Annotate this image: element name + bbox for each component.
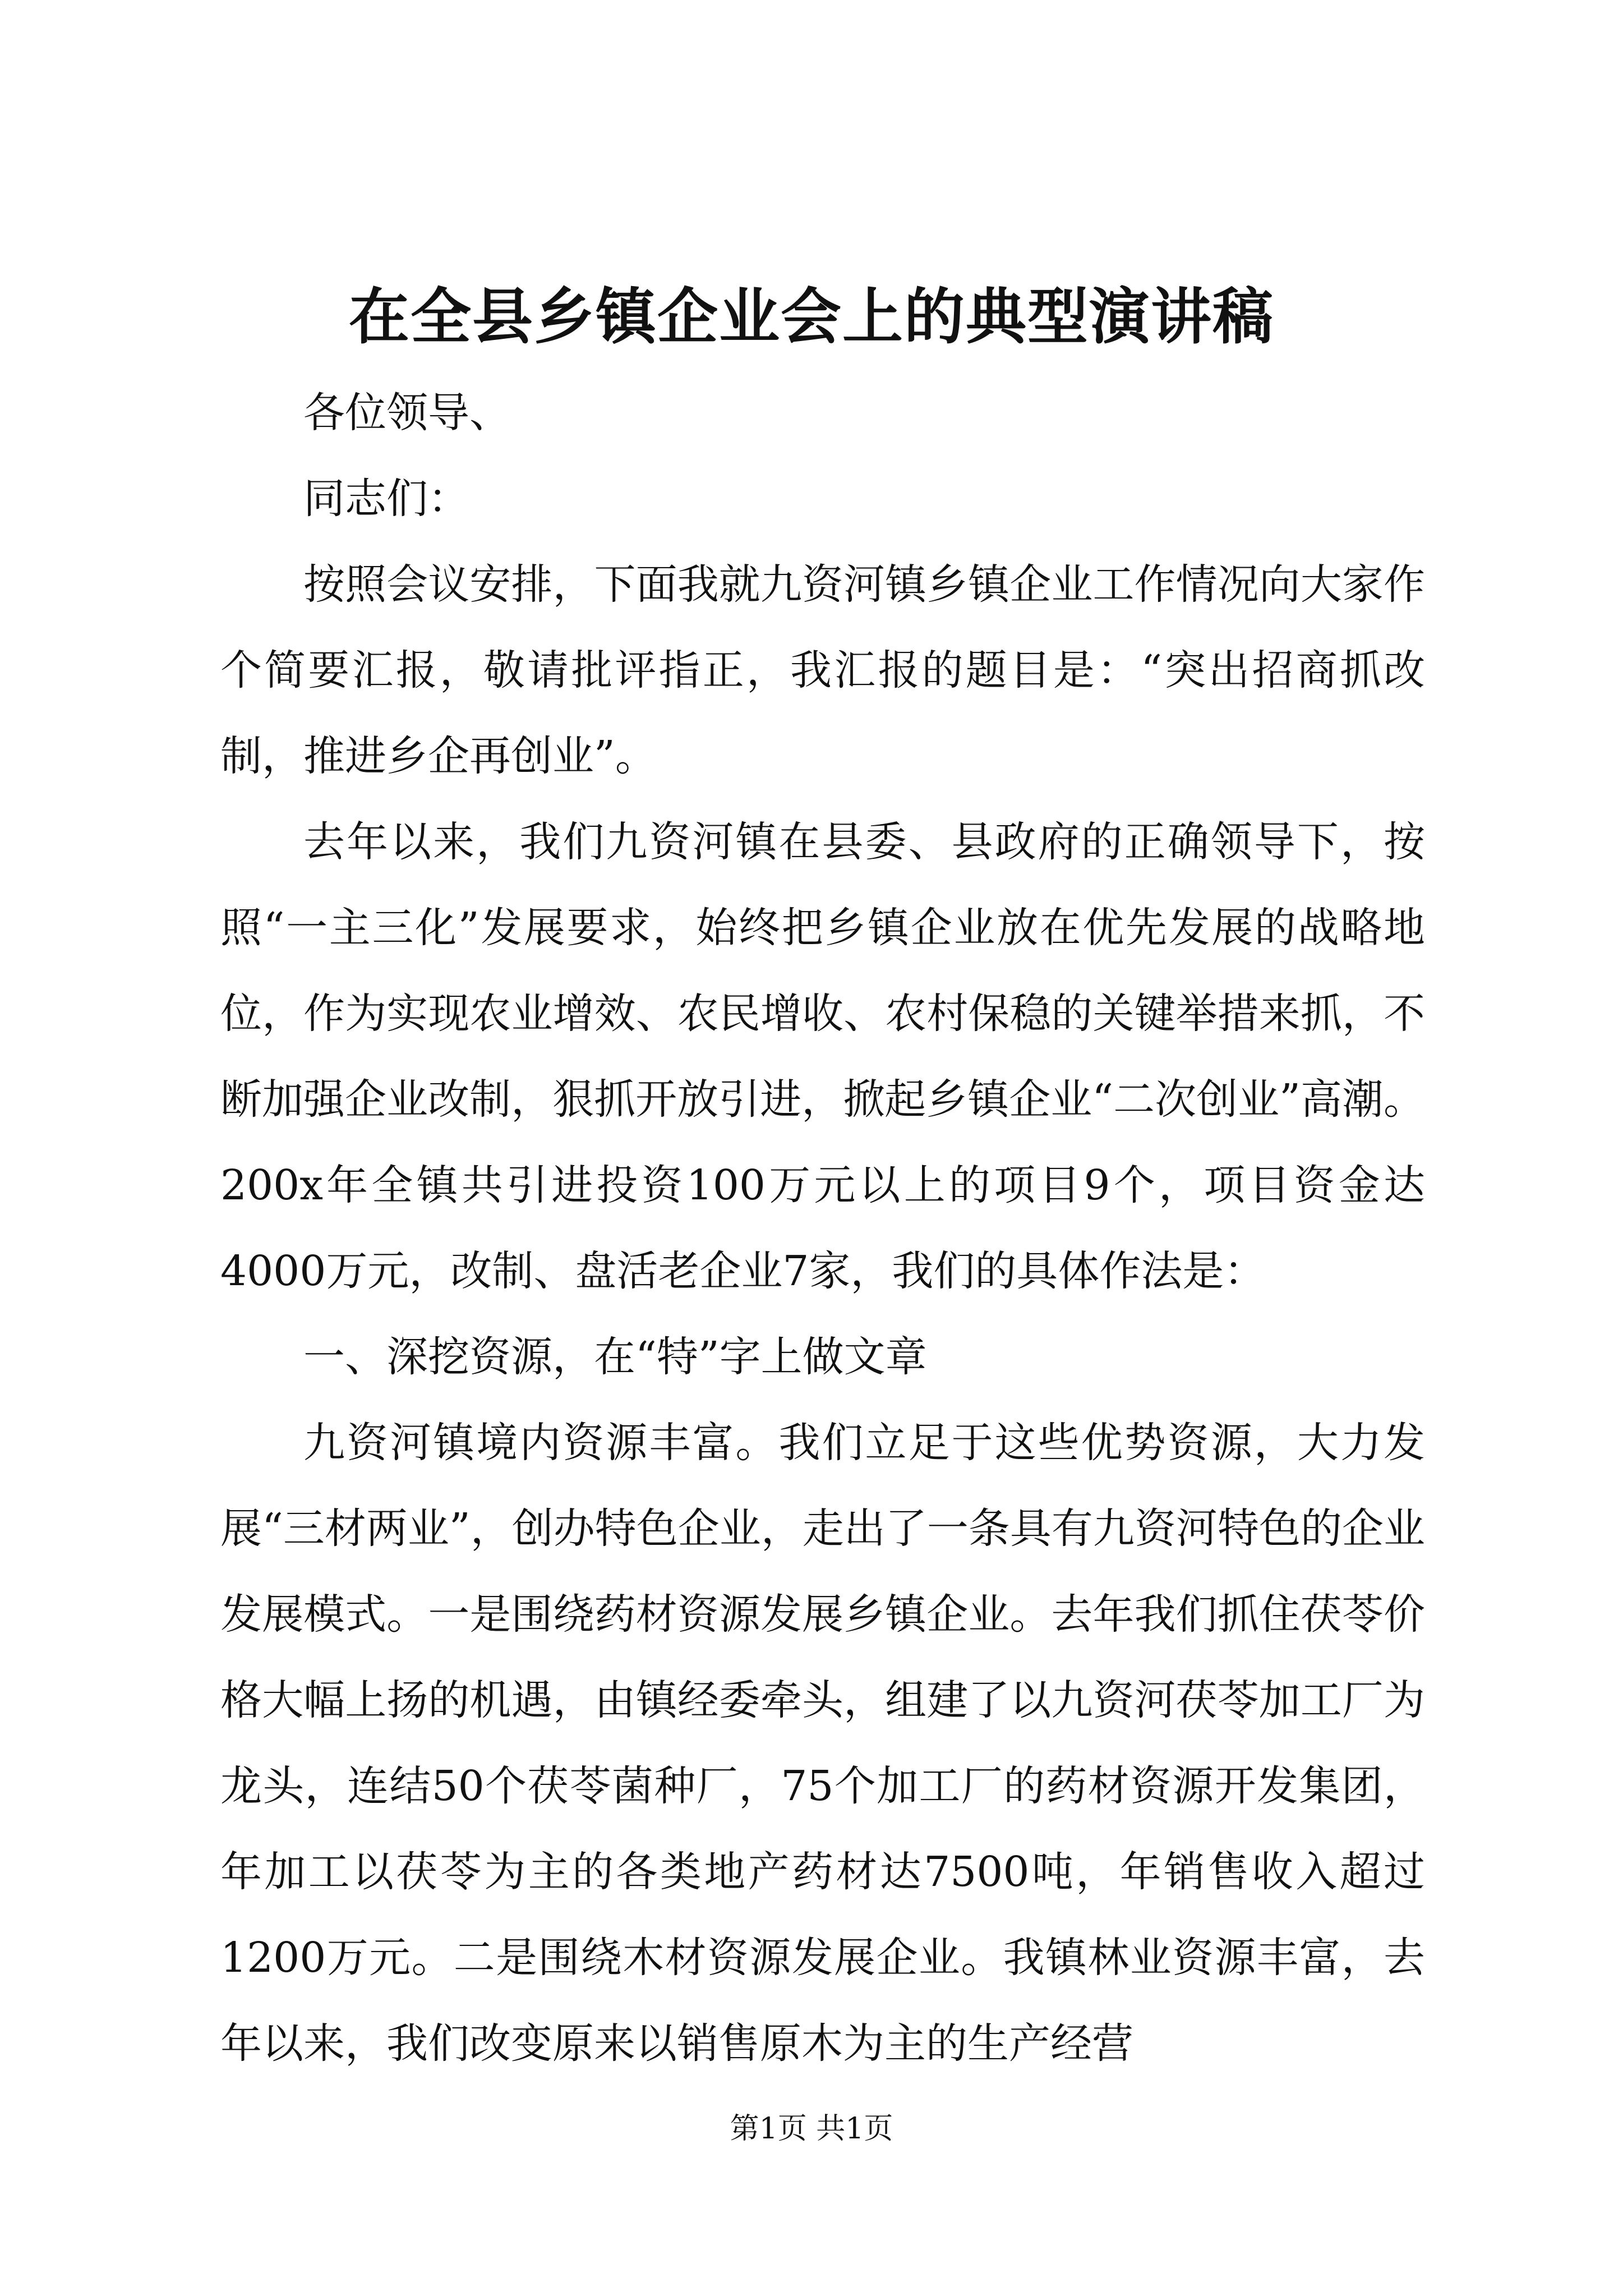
salutation-leaders: 各位领导、 bbox=[303, 389, 511, 437]
document-body bbox=[220, 370, 1425, 2087]
document-title: 在全县乡镇企业会上的典型演讲稿 bbox=[348, 282, 1274, 352]
paragraph-resources: 九资河镇境内资源丰富。我们立足于这些优势资源，大力发展“三材两业”，创办特色企业，走出了一条具有九资河特色的企业发展模式。一是围绕药材资源发展乡镇企业。去年我们抓住茯苓价格大幅上扬的机遇，由镇经委牵头，组建了以九资河茯苓加工厂为龙头，连结50个茯苓菌种厂，75个加工厂的药材资源开发集团，年加工以茯苓为主的各类地产药材达7500吨，年销售收入超过1200万元。二是围绕木材资源发展企业。我镇林业资源丰富，去年以来，我们改变原来以销售原木为主的生产经营 bbox=[220, 1419, 1425, 2068]
salutation-comrades: 同志们： bbox=[303, 475, 469, 523]
section-heading-1: 一、深挖资源，在“特”字上做文章 bbox=[303, 1333, 927, 1381]
paragraph-intro: 按照会议安排，下面我就九资河镇乡镇企业工作情况向大家作个简要汇报，敬请批评指正，我汇报的题目是：“突出招商抓改制，推进乡企再创业”。 bbox=[220, 560, 1425, 780]
paragraph-overview: 去年以来，我们九资河镇在县委、县政府的正确领导下，按照“一主三化”发展要求，始终把乡镇企业放在优先发展的战略地位，作为实现农业增效、农民增收、农村保稳的关键举措来抓，不断加强企业改制，狠抓开放引进，掀起乡镇企业“二次创业”高潮。200x年全镇共引进投资100万元以上的项目9个，项目资金达4000万元，改制、盘活老企业7家，我们的具体作法是： bbox=[220, 818, 1425, 1295]
page-footer: 第1页 共1页 bbox=[730, 2112, 893, 2146]
